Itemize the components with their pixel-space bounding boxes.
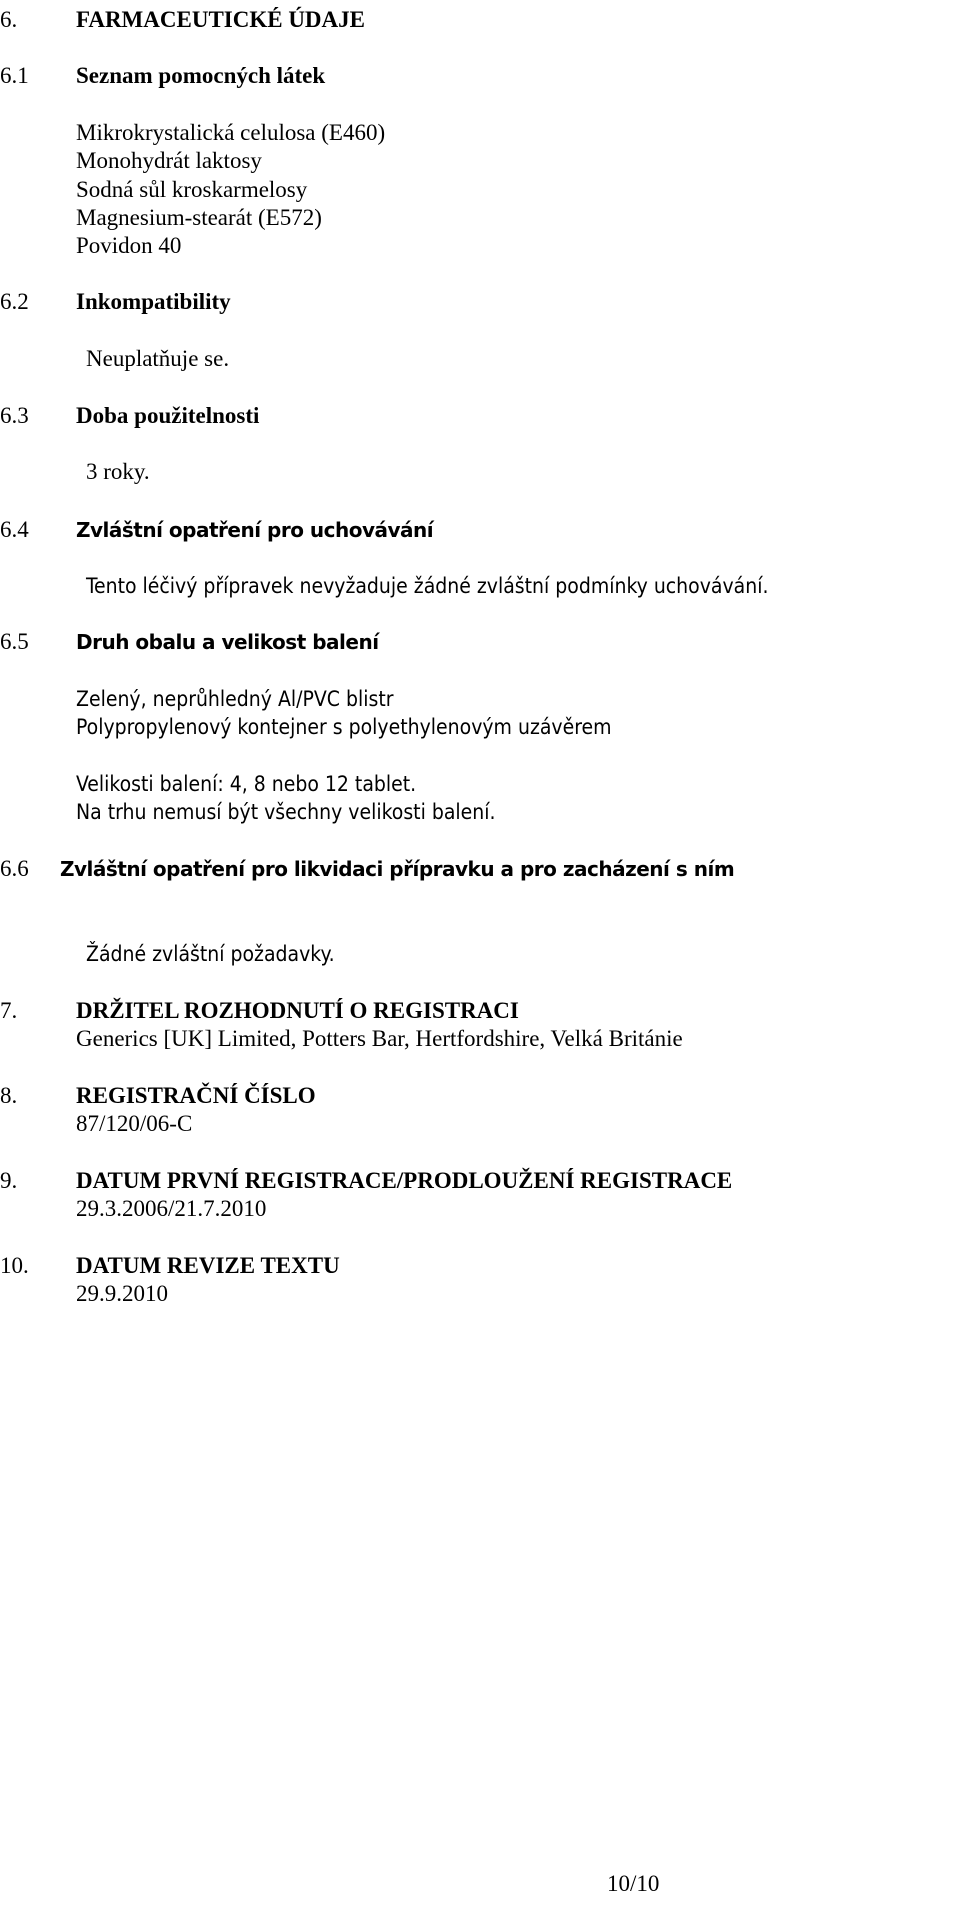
section-6-1-number: 6.1 <box>0 63 29 88</box>
section-7-title: DRŽITEL ROZHODNUTÍ O REGISTRACI <box>76 998 519 1023</box>
excipient-item: Sodná sůl kroskarmelosy <box>76 177 308 202</box>
section-6-6-number: 6.6 <box>0 856 29 881</box>
section-7-number: 7. <box>0 998 18 1023</box>
section-6-2-number: 6.2 <box>0 289 29 314</box>
section-8-text: 87/120/06-C <box>76 1111 193 1136</box>
packaging-line: Polypropylenový kontejner s polyethylenovým uzávěrem <box>76 715 612 739</box>
section-6-number: 6. <box>0 7 18 32</box>
section-6-3-number: 6.3 <box>0 403 29 428</box>
section-8-number: 8. <box>0 1083 18 1108</box>
section-10-number: 10. <box>0 1253 29 1278</box>
excipient-item: Magnesium-stearát (E572) <box>76 205 322 230</box>
section-6-5-title: Druh obalu a velikost balení <box>76 630 379 654</box>
section-6-3-text: 3 roky. <box>86 459 150 484</box>
section-9-number: 9. <box>0 1168 18 1193</box>
section-6-4-text: Tento léčivý přípravek nevyžaduje žádné zvláštní podmínky uchovávání. <box>86 574 769 598</box>
section-6-5-number: 6.5 <box>0 629 29 654</box>
packaging-line: Zelený, neprůhledný Al/PVC blistr <box>76 687 394 711</box>
section-6-4-number: 6.4 <box>0 517 29 542</box>
page-number: 10/10 <box>607 1871 660 1896</box>
section-6-6-text: Žádné zvláštní požadavky. <box>86 942 335 966</box>
packaging-line: Na trhu nemusí být všechny velikosti balení. <box>76 800 496 824</box>
section-10-text: 29.9.2010 <box>76 1281 168 1306</box>
section-6-1-title: Seznam pomocných látek <box>76 63 326 88</box>
section-7-text: Generics [UK] Limited, Potters Bar, Hertfordshire, Velká Británie <box>76 1026 683 1051</box>
section-9-text: 29.3.2006/21.7.2010 <box>76 1196 267 1221</box>
section-6-2-text: Neuplatňuje se. <box>86 346 230 371</box>
section-6-2-title: Inkompatibility <box>76 289 231 314</box>
section-6-3-title: Doba použitelnosti <box>76 403 260 428</box>
excipient-item: Mikrokrystalická celulosa (E460) <box>76 120 386 145</box>
section-6-title: FARMACEUTICKÉ ÚDAJE <box>76 7 365 32</box>
section-10-title: DATUM REVIZE TEXTU <box>76 1253 340 1278</box>
section-6-4-title: Zvláštní opatření pro uchovávání <box>76 518 434 542</box>
excipient-item: Monohydrát laktosy <box>76 148 262 173</box>
excipient-item: Povidon 40 <box>76 233 182 258</box>
packaging-line: Velikosti balení: 4, 8 nebo 12 tablet. <box>76 772 417 796</box>
section-9-title: DATUM PRVNÍ REGISTRACE/PRODLOUŽENÍ REGISTRACE <box>76 1168 733 1193</box>
section-8-title: REGISTRAČNÍ ČÍSLO <box>76 1083 316 1108</box>
section-6-6-title: Zvláštní opatření pro likvidaci přípravku a pro zacházení s ním <box>60 857 735 881</box>
